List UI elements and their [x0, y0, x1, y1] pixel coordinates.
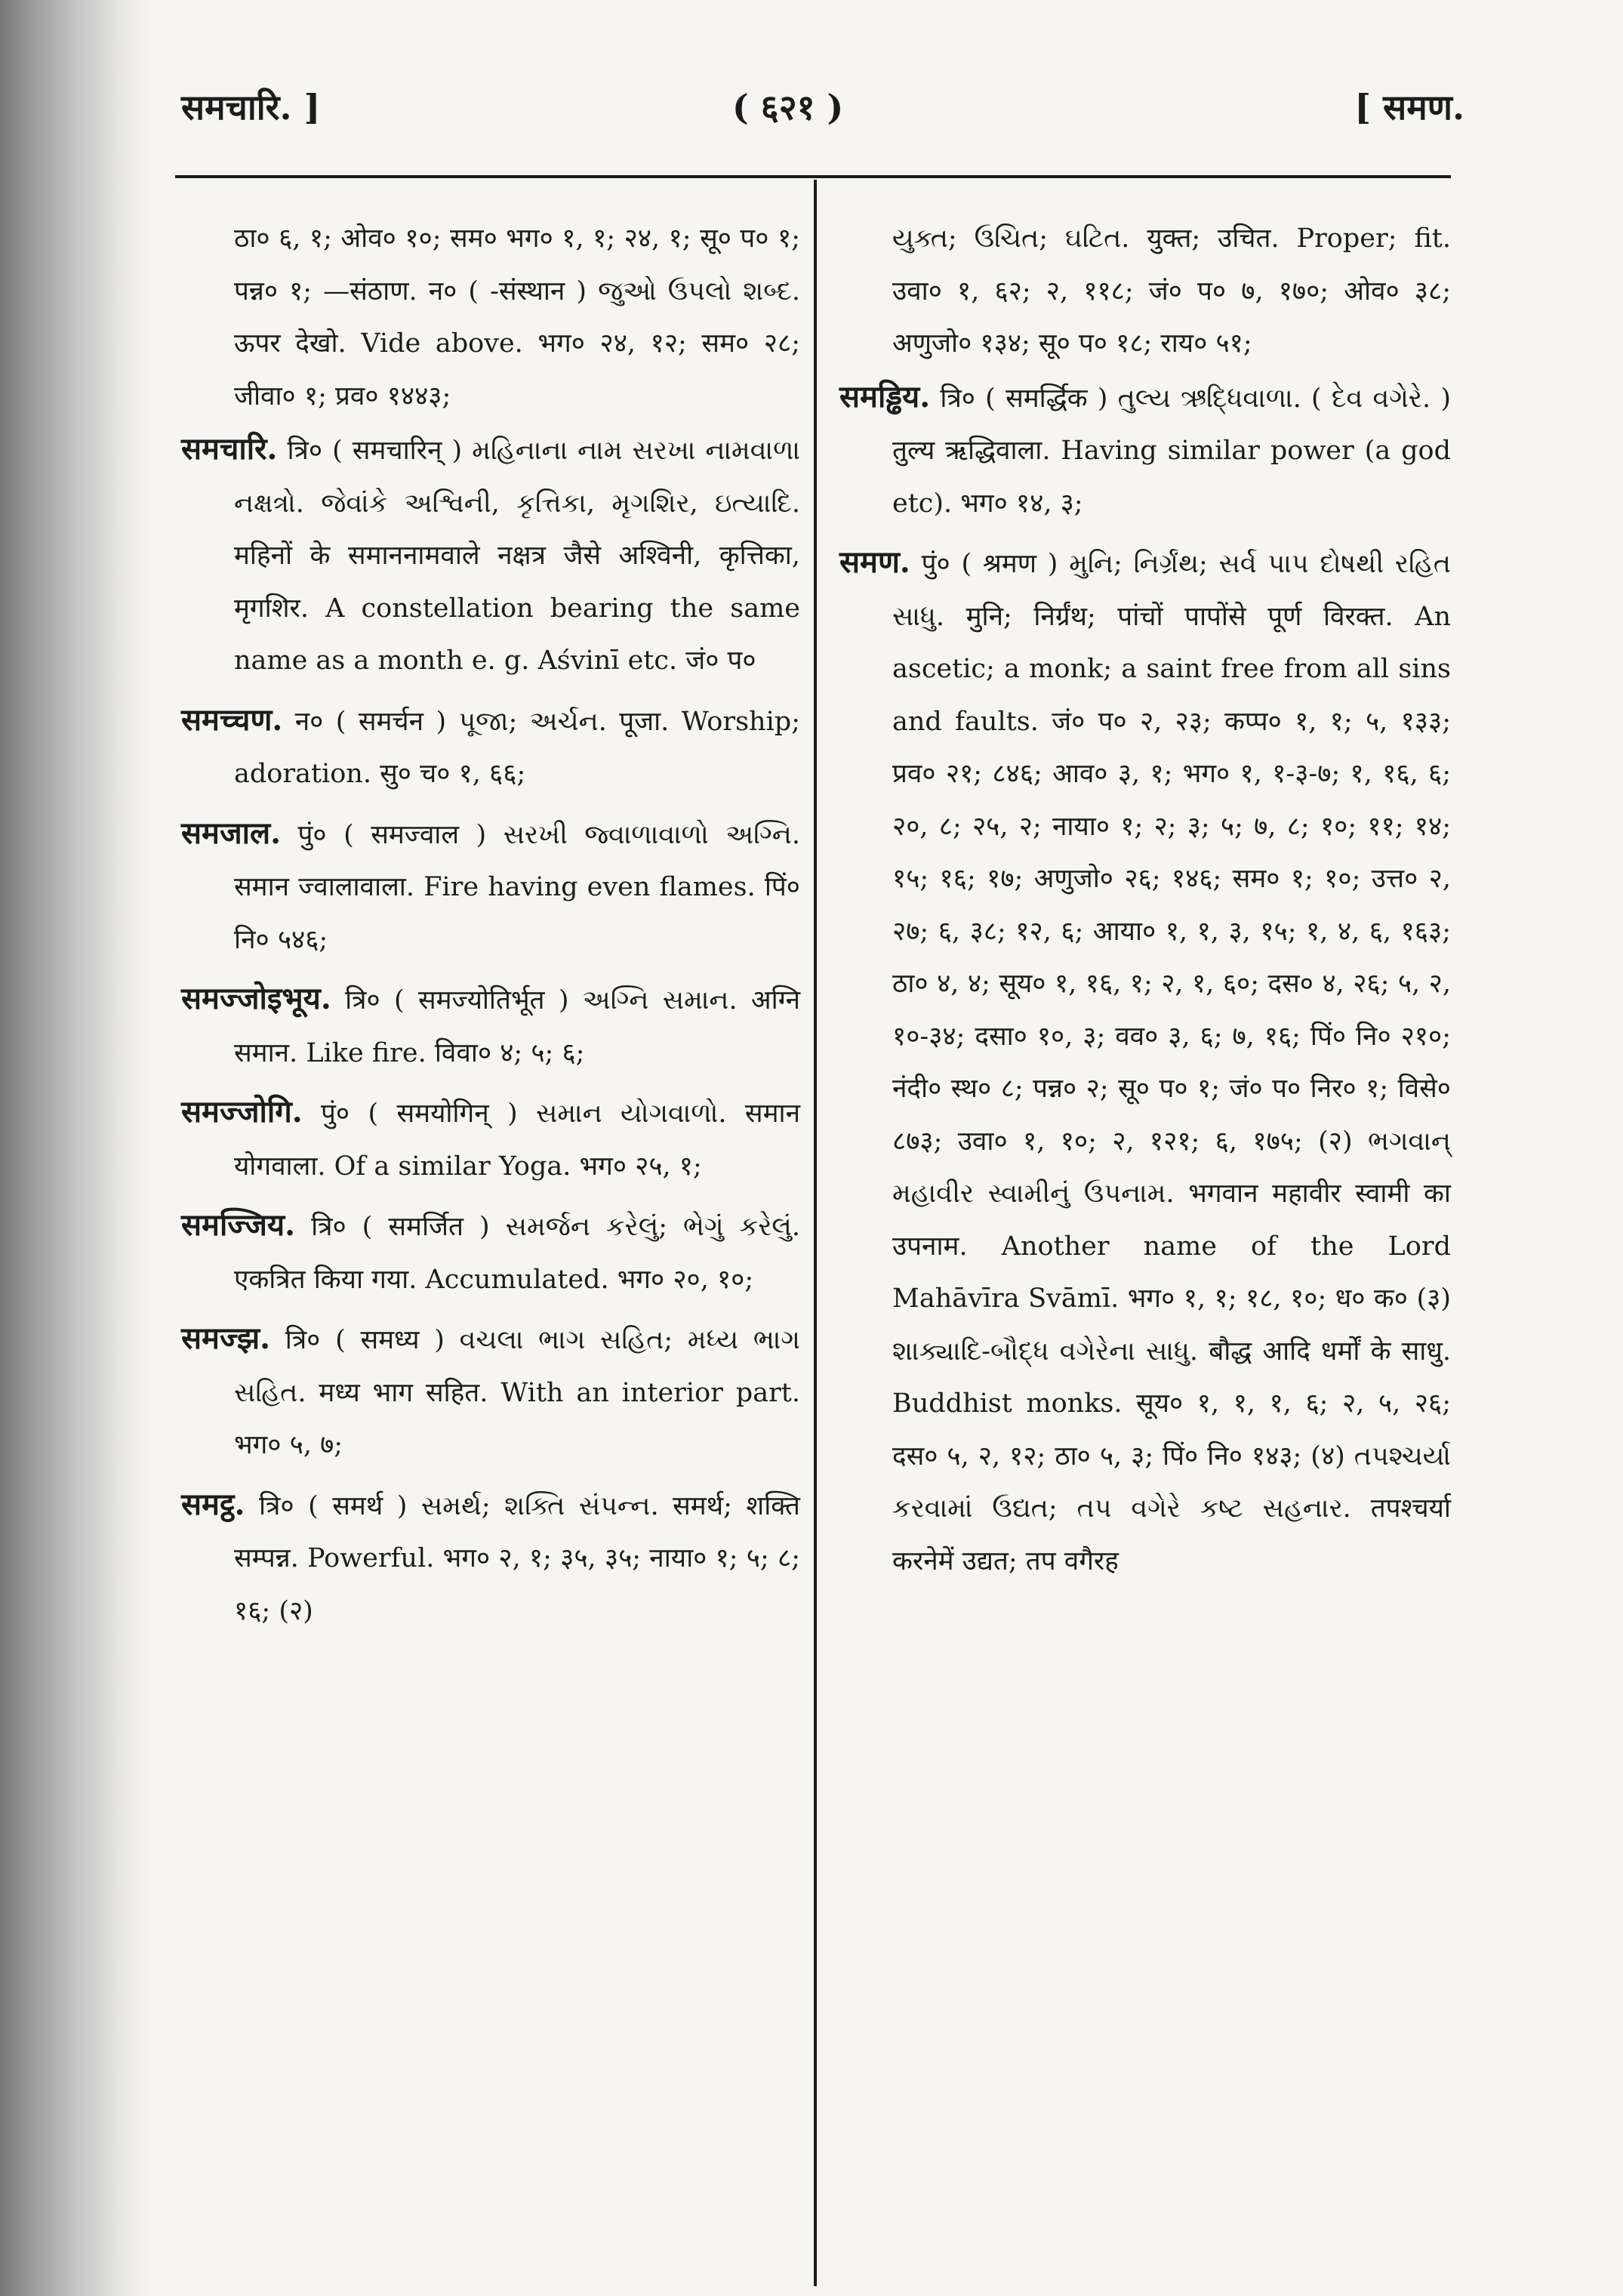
entry-headword: समज्जिय. [181, 1207, 296, 1243]
dictionary-entry [839, 371, 1451, 531]
page-header [181, 76, 1464, 151]
column-divider [814, 180, 817, 2286]
dictionary-entry [181, 423, 800, 688]
dictionary-entry [181, 1312, 800, 1472]
continued-entry-text: ठा० ६, १; ओव० १०; सम० भग० १, १; २४, १; सू० प० १; पन्न० १; —संठाण. न० ( -संस्थान ) જુઓ ઉપલો શબ્દ. ऊपर देखो. Vide above. भग० २४, १२; सम० २८; जीवा० १; प्रव० १४४३; [234, 223, 800, 411]
dictionary-entry [181, 807, 800, 967]
entry-headword: समण. [839, 544, 910, 580]
entry-definition: पुं० ( श्रमण ) મુનિ; નિર્ગ્રંથ; સર્વ પાપ દોષથી રહિત સાધુ. मुनि; निर्ग्रंथ; पांचों पापोंसे पूर्ण विरक्त. An ascetic; a monk; a saint free from all sins and faults. जं० प० २, २३; कप्प० १, १; ५, १३३; प्रव० २१; ८४६; आव० ३, १; भग० १, १-३-७; १, १६, ६; २०, ८; २५, २; नाया० १; २; ३; ५; ७, ८; १०; ११; १४; १५; १६; १७; अणुजो० २६; १४६; सम० १; १०; उत्त० २, २७; ६, ३८; १२, ६; आया० १, १, ३, १५; १, ४, ६, १६३; ठा० ४, ४; सूय० १, १६, १; २, १, ६०; दस० ४, २६; ५, २, १०-३४; दसा० १०, ३; वव० ३, ६; ७, १६; पिं० नि० २१०; नंदी० स्थ० ८; पन्न० २; सू० प० १; जं० प० निर० १; विसे० ८७३; उवा० १, १०; २, १२१; ६, १७५; (२) ભગવાન્ મહાવીર સ્વામીનું ઉપનામ. भगवान महावीर स्वामी का उपनाम. Another name of the Lord Mahāvīra Svāmī. भग० १, १; १८, १०; ध० क० (३) શાક્યાદિ-બૌદ્ધ વગેરેના સાધુ. बौद्ध आदि धर्मों के साधु. Buddhist monks. सूय० १, १, १, ६; २, ५, २६; दस० ५, २, १२; ठा० ५, ३; पिं० नि० १४३; (४) તપશ્ચર્યા કરવામાં ઉદ્યત; તપ વગેરે કષ્ટ સહનાર. तपश्चर्या करनेमें उद्यत; तप वगैरह [892, 549, 1451, 1576]
header-left-guide-word: समचारि. ] [181, 87, 321, 128]
entry-definition: पुं० ( समज्वाल ) સરખી જ્વાળાવાળો અગ્નિ. समान ज्वालावाला. Fire having even flames. पिं० नि० ५४६; [234, 819, 800, 955]
dictionary-entry [181, 1199, 800, 1306]
dictionary-entry [181, 694, 800, 801]
entry-headword: समट्ठ. [181, 1486, 245, 1522]
entry-definition: पुं० ( समयोगिन् ) સમાન યોગવાળો. समान योगवाला. Of a similar Yoga. भग० २५, १; [234, 1099, 800, 1182]
entry-headword: समज्जोइभूय. [181, 981, 331, 1016]
page-number: ( ६२१ ) [732, 87, 844, 128]
entry-headword: समजाल. [181, 815, 282, 851]
entry-headword: समचारि. [181, 431, 278, 467]
header-right-guide-word: [ समण. [1354, 87, 1464, 128]
entry-definition: त्रि० ( समर्थ ) સમર્થ; શક્તિ સંપન્ન. समर्थ; शक्ति सम्पन्न. Powerful. भग० २, १; ३५, ३५; नाया० १; ५; ८; १६; (२) [234, 1490, 800, 1626]
entry-headword: समड्ढिय. [839, 378, 931, 415]
dictionary-entry [839, 536, 1451, 1588]
entry-definition: त्रि० ( समध्य ) વચલા ભાગ સહિત; મધ્ય ભાગ સહિત. मध्य भाग सहित. With an interior part. भग० ५, ७; [234, 1325, 800, 1460]
continued-entry-text: યુક્ત; ઉચિત; ઘટિત. युक्त; उचित. Proper; fit. उवा० १, ६२; २, ११८; जं० प० ७, १७०; ओव० ३८; अणुजो० १३४; सू० प० १८; राय० ५१; [892, 223, 1451, 359]
entry-definition: त्रि० ( समचारिन् ) મહિનાના નામ સરખા નામવાળા નક્ષત્રો. જેવાંકે અશ્વિની, કૃત્તિકા, મૃગશિર, ઇત્યાદિ. महिनों के समाननामवाले नक्षत्र जैसे अश्विनी, कृत्तिका, मृगशिर. A constellation bearing the same name as a month e. g. Aśvinī etc. जं० प० [234, 436, 800, 676]
entry-definition: त्रि० ( समर्द्धिक ) તુલ્ય ઋદ્ધિવાળા. ( દેવ વગેરે. ) तुल्य ऋद्धिवाला. Having similar power (a god etc). भग० १४, ३; [892, 383, 1451, 519]
entry-definition: त्रि० ( समज्योतिर्भूत ) અગ્નિ સમાન. अग्नि समान. Like fire. विवा० ४; ५; ६; [234, 985, 800, 1068]
left-column [181, 213, 800, 1644]
page-edge-shadow [0, 0, 151, 2296]
entry-headword: समच्चण. [181, 701, 283, 738]
dictionary-entry [181, 972, 800, 1080]
entry-definition: त्रि० ( समर्जित ) સમર્જન કરેલું; ભેગું કરેલું. एकत्रित किया गया. Accumulated. भग० २०, १०; [234, 1212, 800, 1295]
entry-headword: समज्जोगि. [181, 1094, 303, 1130]
dictionary-entry [181, 1478, 800, 1638]
header-rule [175, 175, 1451, 178]
dictionary-entry [181, 1086, 800, 1193]
entry-headword: समज्झ. [181, 1321, 271, 1356]
entry-definition: न० ( समर्चन ) પૂજા; અર્ચન. पूजा. Worship; adoration. सु० च० १, ६६; [234, 706, 800, 789]
right-column [839, 213, 1451, 1594]
